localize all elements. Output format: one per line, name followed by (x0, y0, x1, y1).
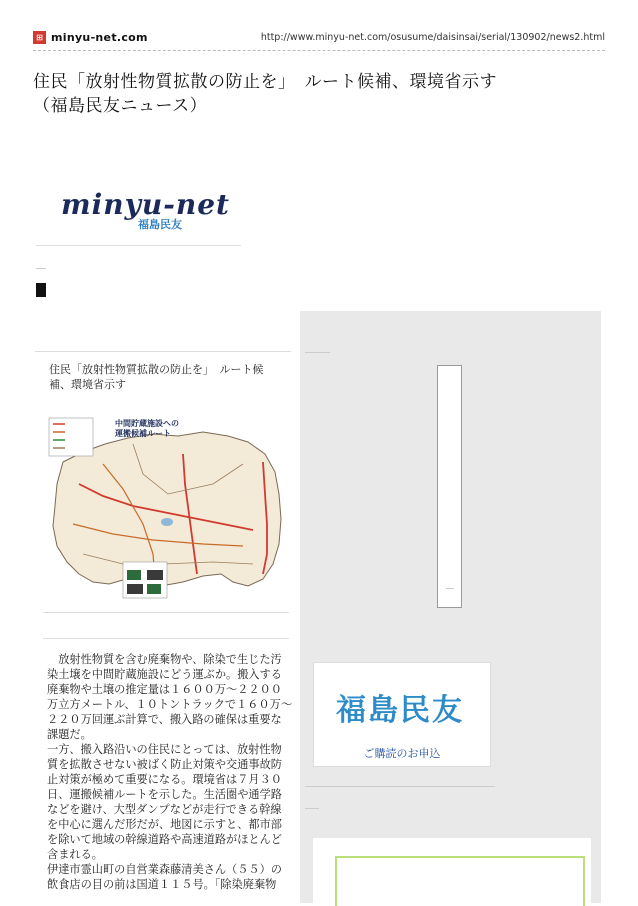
divider (36, 268, 46, 269)
sidebar-divider (305, 786, 495, 787)
article-divider (43, 612, 289, 613)
header-divider (33, 50, 605, 51)
route-map-image (43, 414, 283, 604)
sidebar-widget (313, 838, 591, 903)
minyu-net-logo[interactable] (36, 170, 241, 246)
article-divider (43, 638, 289, 639)
article-title: 住民「放射性物質拡散の防止を」 ルート候補、環境省示す (49, 363, 264, 391)
square-bullet-icon (36, 283, 46, 297)
page-title (33, 70, 613, 118)
page-title-line2: （福島民友ニュース） (33, 96, 208, 116)
subscribe-link[interactable]: ご購読のお申込 (363, 747, 441, 760)
sidebar-widget-frame (335, 856, 585, 906)
article-body (47, 652, 292, 892)
site-favicon-icon: ⊞ (33, 31, 46, 44)
subscription-ad[interactable] (313, 662, 491, 767)
article-paragraph: 一方、搬入路沿いの住民にとっては、放射性物質を拡散させない被ばく防止対策や交通事故防止対策が極めて重要になる。環境省は７月３０日、運搬候補ルートを示した。生活圏や通学路などを避け、大型ダンプなどが走行できる幹線を中心に選んだ形だが、地図に示すと、都市部を除いて地域の幹線道路や高速道路がほとんど含まれる。 (47, 743, 282, 861)
logo-subtext: 福島民友 (138, 218, 182, 231)
article-paragraph: 放射性物質を含む廃棄物や、除染で生じた汚染土壌を中間貯蔵施設にどう運ぶか。搬入する廃棄物や土壌の推定量は１６００万～２２００万立方メートル、１０トントラックで１６０万～２２０万回運ぶ計算で、搬入路の確保は重要な課題だ。 (47, 653, 293, 741)
sidebar-divider (305, 808, 319, 809)
map-heading-line2: 運搬候補ルート (115, 429, 171, 438)
map-heading-line1: 中間貯蔵施設への (115, 419, 179, 428)
article-paragraph: 伊達市霊山町の自営業森藤清美さん（５５）の飲食店の目の前は国道１１５号。「除染廃棄物 (47, 863, 282, 891)
sidebar-divider (305, 352, 330, 353)
ad-logo-text: 福島民友 (336, 693, 464, 728)
sidebar-embed-frame (437, 365, 462, 608)
page-title-line1: 住民「放射性物質拡散の防止を」 ルート候補、環境省示す (33, 72, 497, 92)
page-url[interactable]: http://www.minyu-net.com/osusume/daisinsai/serial/130902/news2.html (260, 32, 605, 43)
site-name: minyu-net.com (51, 31, 148, 44)
frame-divider (446, 588, 454, 589)
article-card (35, 351, 291, 904)
print-header (33, 30, 605, 48)
logo-wordmark: minyu-net (61, 188, 230, 221)
fukushima-minyu-logo[interactable] (314, 663, 490, 741)
